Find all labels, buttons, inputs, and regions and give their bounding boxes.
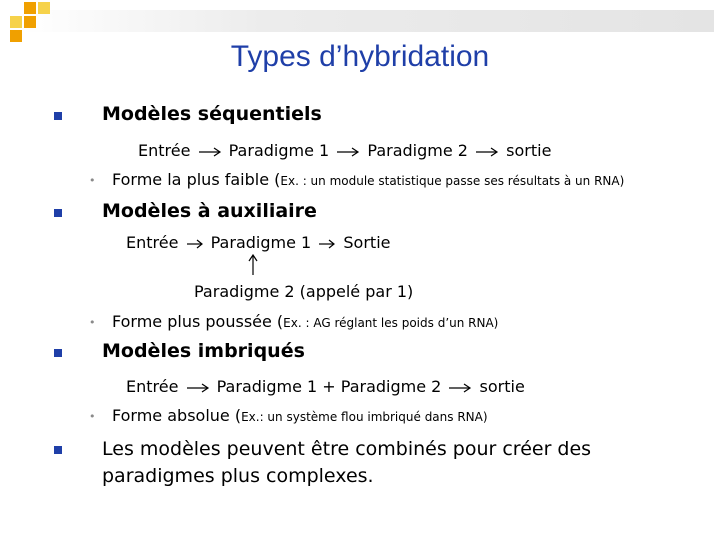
deco-square — [38, 2, 50, 14]
right-arrow-icon — [198, 147, 222, 157]
note-nested — [112, 406, 488, 425]
section-heading-auxiliary: Modèles à auxiliaire — [102, 200, 317, 222]
right-arrow-icon — [475, 147, 499, 157]
deco-square — [24, 16, 36, 28]
flow-sequential — [138, 141, 551, 160]
note-detail: Ex. : un module statistique passe ses résultats à un RNA) — [280, 174, 625, 188]
note-detail: Ex.: un système flou imbriqué dans RNA) — [241, 410, 488, 424]
final-line: paradigmes plus complexes. — [102, 465, 374, 487]
bullet-square — [54, 209, 62, 217]
right-arrow-icon — [186, 239, 204, 249]
right-arrow-icon — [336, 147, 360, 157]
section-heading-sequential: Modèles séquentiels — [102, 103, 322, 125]
header-decoration-bar — [22, 10, 714, 32]
deco-square — [24, 2, 36, 14]
flow-text: Paradigme 1 — [228, 141, 330, 160]
sub-bullet-dot: • — [89, 316, 96, 329]
note-auxiliary — [112, 312, 498, 331]
bullet-square — [54, 112, 62, 120]
right-arrow-icon — [186, 383, 210, 393]
page-title: Types d’hybridation — [230, 40, 490, 73]
note-main: Forme la plus faible ( — [112, 170, 281, 189]
flow-text: Paradigme 1 — [210, 233, 312, 252]
flow-text: Sortie — [343, 233, 391, 252]
note-sequential — [112, 170, 624, 189]
bullet-square — [54, 446, 62, 454]
final-paragraph — [102, 436, 662, 490]
bullet-square — [54, 349, 62, 357]
flow-sub-auxiliary: Paradigme 2 (appelé par 1) — [194, 282, 414, 301]
flow-text: Entrée — [126, 377, 179, 396]
sub-bullet-dot: • — [89, 410, 96, 423]
flow-auxiliary — [126, 233, 390, 252]
flow-text: sortie — [479, 377, 525, 396]
flow-text: Entrée — [138, 141, 191, 160]
note-main: Forme absolue ( — [112, 406, 242, 425]
deco-square — [10, 16, 22, 28]
right-arrow-icon — [318, 239, 336, 249]
flow-text: Entrée — [126, 233, 179, 252]
flow-nested — [126, 377, 525, 396]
note-main: Forme plus poussée ( — [112, 312, 284, 331]
up-arrow-icon — [248, 254, 258, 280]
sub-bullet-dot: • — [89, 174, 96, 187]
flow-text: sortie — [506, 141, 552, 160]
flow-text: Paradigme 2 — [367, 141, 468, 160]
flow-text: Paradigme 1 + Paradigme 2 — [216, 377, 442, 396]
section-heading-nested: Modèles imbriqués — [102, 340, 305, 362]
note-detail: Ex. : AG réglant les poids d’un RNA) — [283, 316, 499, 330]
final-line: Les modèles peuvent être combinés pour créer des — [102, 438, 592, 460]
right-arrow-icon — [448, 383, 472, 393]
